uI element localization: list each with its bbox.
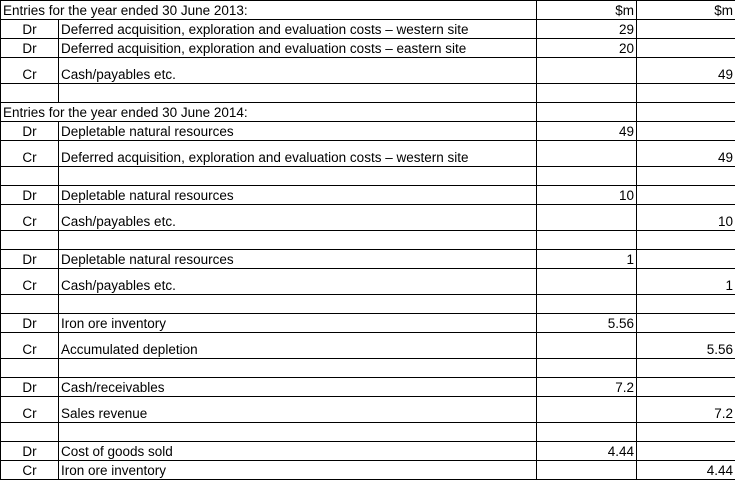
entry-type: Cr bbox=[1, 141, 59, 167]
debit-amount bbox=[537, 141, 637, 167]
debit-amount: 10 bbox=[537, 186, 637, 205]
table-row bbox=[1, 122, 735, 141]
entry-type: Cr bbox=[1, 205, 59, 231]
table-row bbox=[1, 205, 735, 231]
debit-amount: 7.2 bbox=[537, 378, 637, 397]
credit-column-header: $m bbox=[637, 1, 735, 20]
debit-amount bbox=[537, 397, 637, 423]
entry-type: Dr bbox=[1, 20, 59, 39]
entry-type: Cr bbox=[1, 269, 59, 295]
credit-amount bbox=[637, 122, 735, 141]
debit-amount: 29 bbox=[537, 20, 637, 39]
account-name: Depletable natural resources bbox=[59, 122, 537, 141]
credit-amount bbox=[637, 378, 735, 397]
credit-amount bbox=[637, 442, 735, 461]
credit-amount bbox=[637, 250, 735, 269]
account-name: Iron ore inventory bbox=[59, 461, 537, 480]
account-name: Cash/payables etc. bbox=[59, 205, 537, 231]
credit-amount: 5.56 bbox=[637, 333, 735, 359]
table-row bbox=[1, 186, 735, 205]
account-name: Deferred acquisition, exploration and evaluation costs – western site bbox=[59, 141, 537, 167]
account-name: Accumulated depletion bbox=[59, 333, 537, 359]
table-row bbox=[1, 314, 735, 333]
debit-amount bbox=[537, 205, 637, 231]
entry-type: Cr bbox=[1, 58, 59, 84]
entry-type: Dr bbox=[1, 250, 59, 269]
section-heading: Entries for the year ended 30 June 2014: bbox=[1, 103, 537, 122]
account-name: Depletable natural resources bbox=[59, 186, 537, 205]
spacer-row bbox=[1, 423, 735, 442]
entry-type: Cr bbox=[1, 461, 59, 480]
account-name: Depletable natural resources bbox=[59, 250, 537, 269]
table-row bbox=[1, 250, 735, 269]
credit-amount bbox=[637, 314, 735, 333]
entry-type: Dr bbox=[1, 122, 59, 141]
section-header-row bbox=[1, 103, 735, 122]
debit-amount bbox=[537, 269, 637, 295]
spacer-row bbox=[1, 359, 735, 378]
entry-type: Dr bbox=[1, 39, 59, 58]
credit-amount: 49 bbox=[637, 58, 735, 84]
spacer-row bbox=[1, 167, 735, 186]
table-row bbox=[1, 58, 735, 84]
spacer-row bbox=[1, 231, 735, 250]
debit-amount: 20 bbox=[537, 39, 637, 58]
account-name: Iron ore inventory bbox=[59, 314, 537, 333]
credit-amount: 49 bbox=[637, 141, 735, 167]
table-row bbox=[1, 333, 735, 359]
table-row bbox=[1, 378, 735, 397]
entry-type: Dr bbox=[1, 378, 59, 397]
entry-type: Dr bbox=[1, 314, 59, 333]
entry-type: Cr bbox=[1, 333, 59, 359]
table-row bbox=[1, 397, 735, 423]
credit-amount: 10 bbox=[637, 205, 735, 231]
entry-type: Dr bbox=[1, 442, 59, 461]
debit-amount: 5.56 bbox=[537, 314, 637, 333]
table-row bbox=[1, 20, 735, 39]
table-row bbox=[1, 269, 735, 295]
account-name: Cash/receivables bbox=[59, 378, 537, 397]
debit-column-header: $m bbox=[537, 1, 637, 20]
account-name: Cash/payables etc. bbox=[59, 58, 537, 84]
entry-type: Dr bbox=[1, 186, 59, 205]
entry-type: Cr bbox=[1, 397, 59, 423]
account-name: Cash/payables etc. bbox=[59, 269, 537, 295]
debit-amount: 49 bbox=[537, 122, 637, 141]
debit-amount: 4.44 bbox=[537, 442, 637, 461]
credit-amount bbox=[637, 39, 735, 58]
account-name: Cost of goods sold bbox=[59, 442, 537, 461]
credit-amount: 4.44 bbox=[637, 461, 735, 480]
credit-amount bbox=[637, 20, 735, 39]
account-name: Deferred acquisition, exploration and evaluation costs – western site bbox=[59, 20, 537, 39]
table-row bbox=[1, 442, 735, 461]
credit-amount bbox=[637, 186, 735, 205]
debit-amount bbox=[537, 333, 637, 359]
table-row bbox=[1, 39, 735, 58]
debit-amount: 1 bbox=[537, 250, 637, 269]
account-name: Deferred acquisition, exploration and evaluation costs – eastern site bbox=[59, 39, 537, 58]
account-name: Sales revenue bbox=[59, 397, 537, 423]
credit-amount: 1 bbox=[637, 269, 735, 295]
table-row bbox=[1, 461, 735, 480]
table-row bbox=[1, 141, 735, 167]
debit-amount bbox=[537, 461, 637, 480]
credit-amount: 7.2 bbox=[637, 397, 735, 423]
spacer-row bbox=[1, 84, 735, 103]
section-heading: Entries for the year ended 30 June 2013: bbox=[1, 1, 537, 20]
spacer-row bbox=[1, 295, 735, 314]
section-header-row bbox=[1, 1, 735, 20]
debit-amount bbox=[537, 58, 637, 84]
